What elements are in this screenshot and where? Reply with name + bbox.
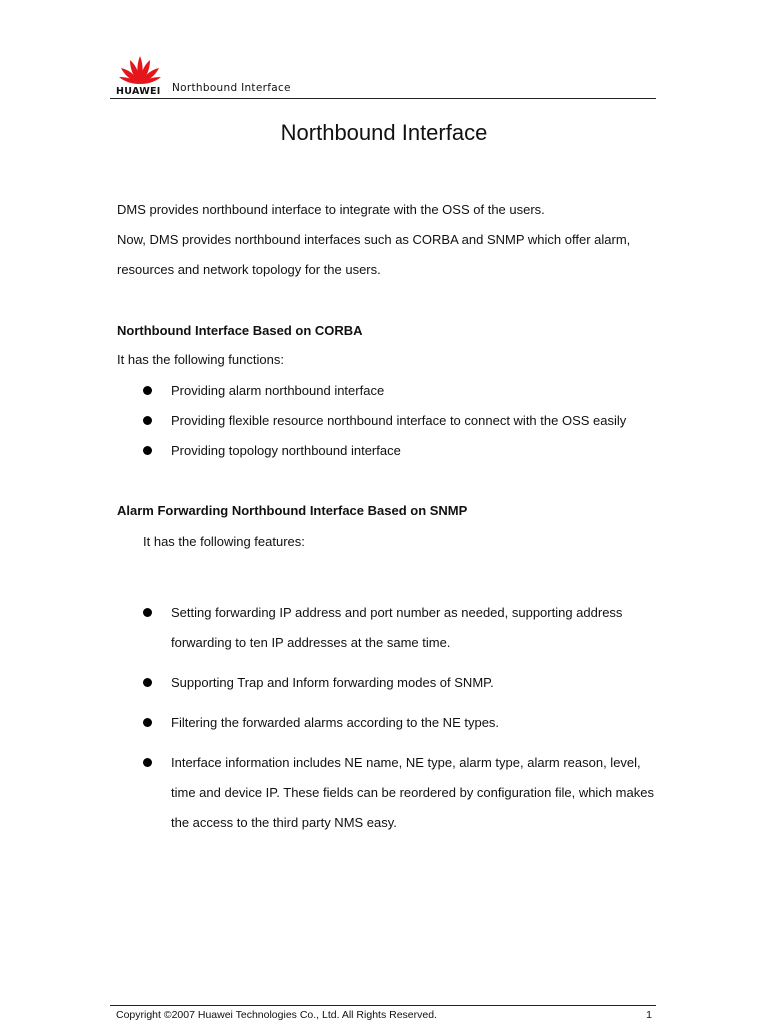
page-number: 1 (646, 1009, 652, 1021)
bullet-icon (143, 446, 152, 455)
page-footer (110, 1005, 656, 1021)
huawei-logo (116, 50, 164, 98)
list-item-text: Providing alarm northbound interface (171, 383, 385, 398)
page-header (110, 46, 656, 99)
list-item-text: Providing topology northbound interface (171, 443, 401, 458)
huawei-petals-icon (118, 50, 162, 86)
logo-wordmark: HUAWEI (116, 86, 161, 97)
header-title: Northbound Interface (172, 82, 291, 94)
copyright-text: Copyright ©2007 Huawei Technologies Co., Ltd. All Rights Reserved. (116, 1009, 437, 1021)
list-item-text: Providing flexible resource northbound interface to connect with the OSS easily (171, 413, 627, 428)
section-lead-corba: It has the following functions: (117, 352, 284, 367)
section-heading-corba: Northbound Interface Based on CORBA (117, 323, 363, 338)
bullet-icon (143, 758, 152, 767)
document-title: Northbound Interface (280, 120, 488, 145)
list-item-text: Filtering the forwarded alarms according to the NE types. (171, 715, 500, 730)
intro-line-3: resources and network topology for the users. (117, 262, 381, 277)
bullet-icon (143, 416, 152, 425)
bullet-icon (143, 386, 152, 395)
section-heading-snmp: Alarm Forwarding Northbound Interface Based on SNMP (117, 503, 468, 518)
bullet-icon (143, 608, 152, 617)
bullet-icon (143, 718, 152, 727)
intro-line-2: Now, DMS provides northbound interfaces such as CORBA and SNMP which offer alarm, (117, 232, 631, 247)
intro-line-1: DMS provides northbound interface to integrate with the OSS of the users. (117, 202, 545, 217)
list-item-text: Supporting Trap and Inform forwarding modes of SNMP. (171, 675, 494, 690)
section-lead-snmp: It has the following features: (143, 534, 305, 549)
list-item-text: Interface information includes NE name, NE type, alarm type, alarm reason, level, time and device IP. These fields can be reordered by configuration file, which makes the access to the third party NMS easy. (171, 755, 654, 830)
list-item-text: Setting forwarding IP address and port number as needed, supporting address forwarding to ten IP addresses at the same time. (171, 605, 623, 650)
bullet-icon (143, 678, 152, 687)
